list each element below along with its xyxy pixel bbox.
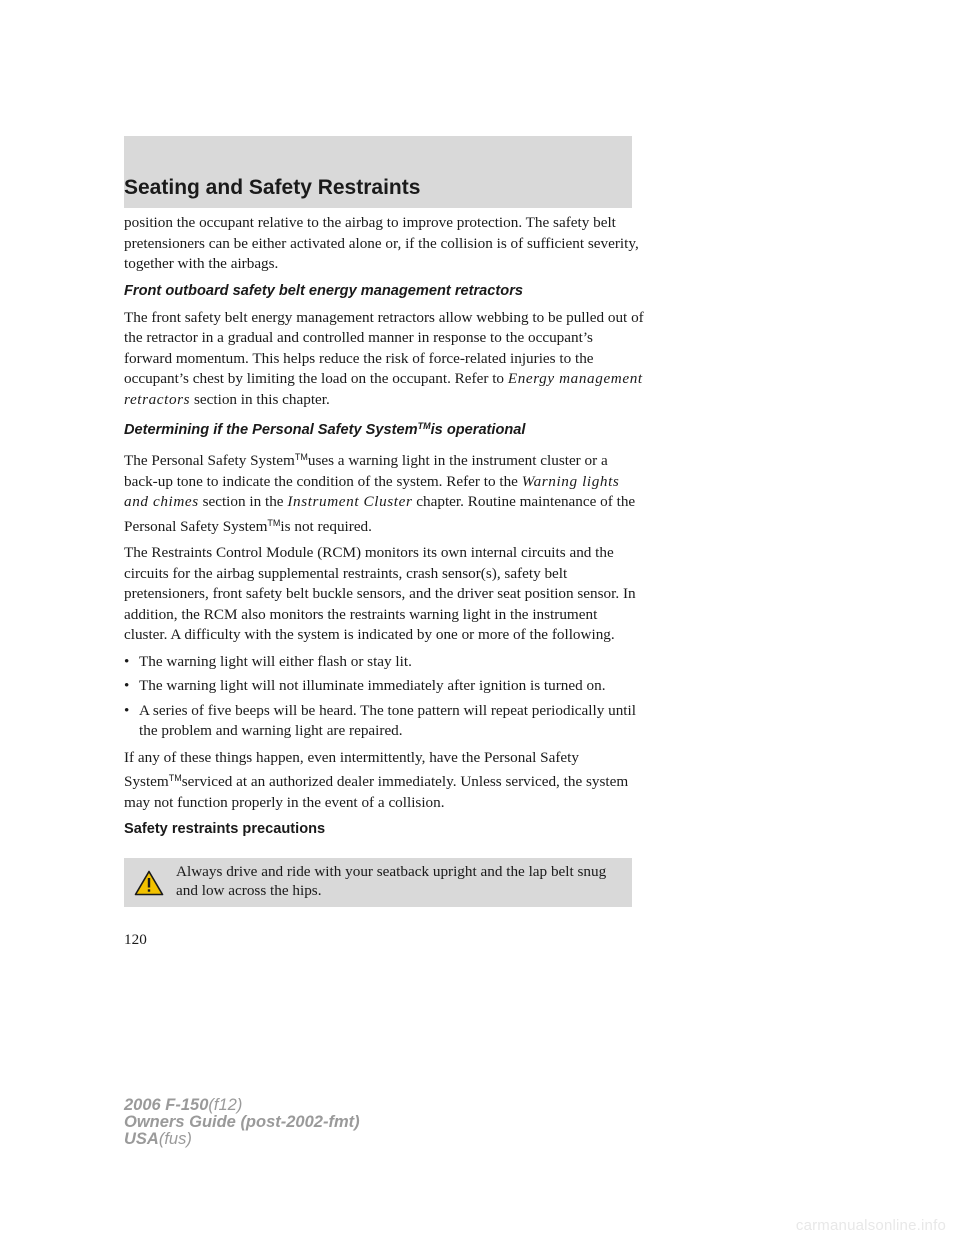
- document-footer: [124, 1097, 360, 1148]
- list-item: [124, 652, 644, 673]
- footer-region: USA: [124, 1130, 159, 1148]
- retractors-text: The front safety belt energy management retractors allow webbing to be pulled out of the retractor in a gradual and controlled manner in response to the occupant’s forward momentum. This helps reduce the risk of force-related injuries to the occupant’s chest by limiting the load on the occupant. Refer to: [124, 308, 644, 387]
- watermark: carmanualsonline.info: [795, 1217, 946, 1234]
- bullet-icon: •: [124, 652, 130, 670]
- paragraph-rcm: The Restraints Control Module (RCM) monitors its own internal circuits and the circuits for the airbag supplemental restraints, crash sensor(s), safety belt pretensioners, front safety belt buckle sensors, and the driver seat position sensor. In addition, the RCM also monitors the restraints warning light in the instrument cluster. A difficulty with the system is indicated by one or more of the following.: [124, 544, 636, 643]
- difficulty-indicator-list: [124, 652, 644, 742]
- section-title: Seating and Safety Restraints: [124, 176, 421, 199]
- text-part: uses a warning light in the instrument cluster or a back-up tone to indicate the condition of the system. Refer to the: [124, 452, 608, 490]
- heading-energy-management-retractors: Front outboard safety belt energy management retractors: [124, 282, 523, 299]
- paragraph-warning-light: [124, 447, 644, 537]
- ref-energy-management-retractors: Energy management retractors: [124, 370, 643, 408]
- footer-line-model: [124, 1097, 360, 1114]
- footer-model-code: (f12): [208, 1096, 243, 1114]
- heading-safety-precautions: Safety restraints precautions: [124, 821, 326, 837]
- list-item-text: A series of five beeps will be heard. The tone pattern will repeat periodically until the problem and warning light are repaired.: [139, 701, 636, 739]
- text-part: is not required.: [280, 517, 372, 535]
- warning-text: Always drive and ride with your seatback upright and the lap belt snug and low across the hips.: [176, 863, 607, 899]
- text-part: chapter. Routine maintenance of the Personal Safety System: [124, 493, 636, 535]
- text-part: If any of these things happen, even intermittently, have the Personal Safety System: [124, 748, 579, 790]
- paragraph-retractors: [124, 308, 644, 411]
- ref-warning-lights-chimes: Warning lights and chimes: [124, 472, 620, 510]
- retractors-text-end: section in this chapter.: [190, 390, 330, 408]
- ref-instrument-cluster: Instrument Cluster: [287, 493, 413, 510]
- warning-triangle-icon: [134, 870, 164, 896]
- text-part: section in the: [198, 493, 288, 510]
- list-item: [124, 701, 644, 742]
- footer-line-region: [124, 1131, 360, 1148]
- text-part: serviced at an authorized dealer immediately. Unless serviced, the system may not function properly in the event of a collision.: [124, 773, 629, 811]
- trademark-symbol: TM: [294, 452, 308, 462]
- section-header-band: [124, 136, 632, 208]
- heading-operational-part1: Determining if the Personal Safety System: [124, 422, 418, 438]
- page-number: 120: [124, 931, 147, 948]
- list-item-text: The warning light will either flash or stay lit.: [139, 652, 412, 670]
- warning-box: [124, 858, 632, 907]
- bullet-icon: •: [124, 701, 130, 719]
- trademark-symbol: TM: [267, 517, 281, 528]
- footer-model: 2006 F-150: [124, 1096, 209, 1114]
- footer-region-code: (fus): [158, 1130, 192, 1148]
- trademark-symbol: TM: [417, 421, 431, 431]
- heading-operational-part2: is operational: [430, 422, 526, 438]
- bullet-icon: •: [124, 677, 130, 694]
- list-item: [124, 676, 644, 697]
- heading-system-operational: [124, 416, 644, 440]
- footer-guide: Owners Guide (post-2002-fmt): [124, 1113, 360, 1131]
- list-item-text: The warning light will not illuminate immediately after ignition is turned on.: [139, 677, 606, 694]
- paragraph-airbag-position: position the occupant relative to the airbag to improve protection. The safety belt pretensioners can be either activated alone or, if the collision is of sufficient severity, together with the airbags.: [124, 214, 639, 272]
- text-part: The Personal Safety System: [124, 452, 295, 469]
- trademark-symbol: TM: [168, 773, 182, 783]
- page-content: [124, 213, 644, 845]
- paragraph-service: [124, 748, 644, 814]
